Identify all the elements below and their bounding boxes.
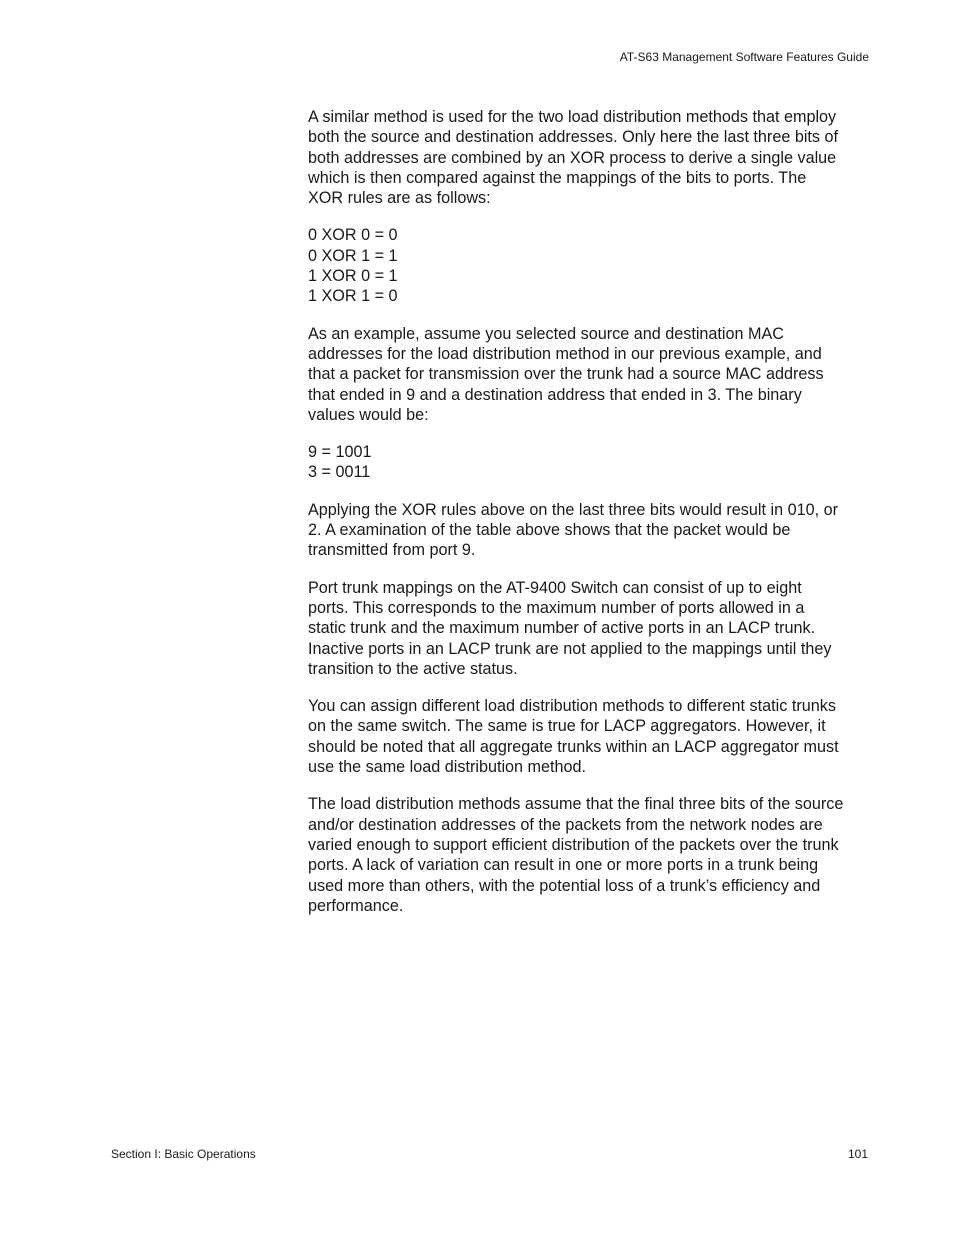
text-line: which is then compared against the mappings of the bits to ports. The — [308, 168, 807, 187]
text-line: XOR rules are as follows: — [308, 189, 491, 208]
xor-rule: 0 XOR 1 = 1 — [308, 246, 398, 265]
paragraph-example — [308, 324, 870, 425]
text-line: used more than others, with the potential loss of a trunk’s efficiency and — [308, 876, 821, 895]
xor-rule: 1 XOR 0 = 1 — [308, 267, 398, 286]
text-line: values would be: — [308, 405, 429, 424]
text-line: As an example, assume you selected source and destination MAC — [308, 324, 784, 343]
text-line: Inactive ports in an LACP trunk are not applied to the mappings until they — [308, 639, 832, 658]
xor-rule: 1 XOR 1 = 0 — [308, 287, 398, 306]
text-line: ports. This corresponds to the maximum number of ports allowed in a — [308, 598, 805, 617]
text-line: and/or destination addresses of the packets from the network nodes are — [308, 815, 823, 834]
text-line: that ended in 9 and a destination address that ended in 3. The binary — [308, 385, 802, 404]
text-line: 2. A examination of the table above shows that the packet would be — [308, 521, 791, 540]
xor-rule: 0 XOR 0 = 0 — [308, 226, 398, 245]
text-line: static trunk and the maximum number of active ports in an LACP trunk. — [308, 619, 816, 638]
text-line: on the same switch. The same is true for LACP aggregators. However, it — [308, 717, 826, 736]
text-line: transition to the active status. — [308, 659, 518, 678]
paragraph-xor-result — [308, 500, 870, 561]
page-number: 101 — [847, 1147, 868, 1161]
xor-rules-list — [308, 225, 870, 306]
footer-section-label: Section I: Basic Operations — [111, 1147, 256, 1161]
binary-values-list — [308, 442, 870, 483]
text-line: ports. A lack of variation can result in one or more ports in a trunk being — [308, 856, 819, 875]
paragraph-variation — [308, 794, 870, 916]
text-line: You can assign different load distribution methods to different static trunks — [308, 697, 836, 716]
text-line: transmitted from port 9. — [308, 541, 476, 560]
binary-value: 9 = 1001 — [308, 443, 372, 462]
text-line: performance. — [308, 896, 404, 915]
text-line: use the same load distribution method. — [308, 758, 587, 777]
text-line: both addresses are combined by an XOR process to derive a single value — [308, 148, 837, 167]
text-line: addresses for the load distribution method in our previous example, and — [308, 344, 822, 363]
text-line: both the source and destination addresses. Only here the last three bits of — [308, 128, 839, 147]
text-line: varied enough to support efficient distribution of the packets over the trunk — [308, 835, 839, 854]
paragraph-xor-intro — [308, 107, 870, 208]
binary-value: 3 = 0011 — [308, 463, 371, 482]
text-line: Port trunk mappings on the AT-9400 Switch can consist of up to eight — [308, 578, 802, 597]
text-line: that a packet for transmission over the trunk had a source MAC address — [308, 365, 824, 384]
paragraph-static-trunks — [308, 696, 870, 777]
text-line: Applying the XOR rules above on the last three bits would result in 010, or — [308, 500, 838, 519]
body-text — [308, 107, 870, 933]
text-line: The load distribution methods assume that the final three bits of the source — [308, 795, 844, 814]
running-header: AT-S63 Management Software Features Guide — [619, 50, 869, 64]
text-line: A similar method is used for the two load distribution methods that employ — [308, 108, 837, 126]
text-line: should be noted that all aggregate trunks within an LACP aggregator must — [308, 737, 839, 756]
paragraph-port-mappings — [308, 578, 870, 679]
